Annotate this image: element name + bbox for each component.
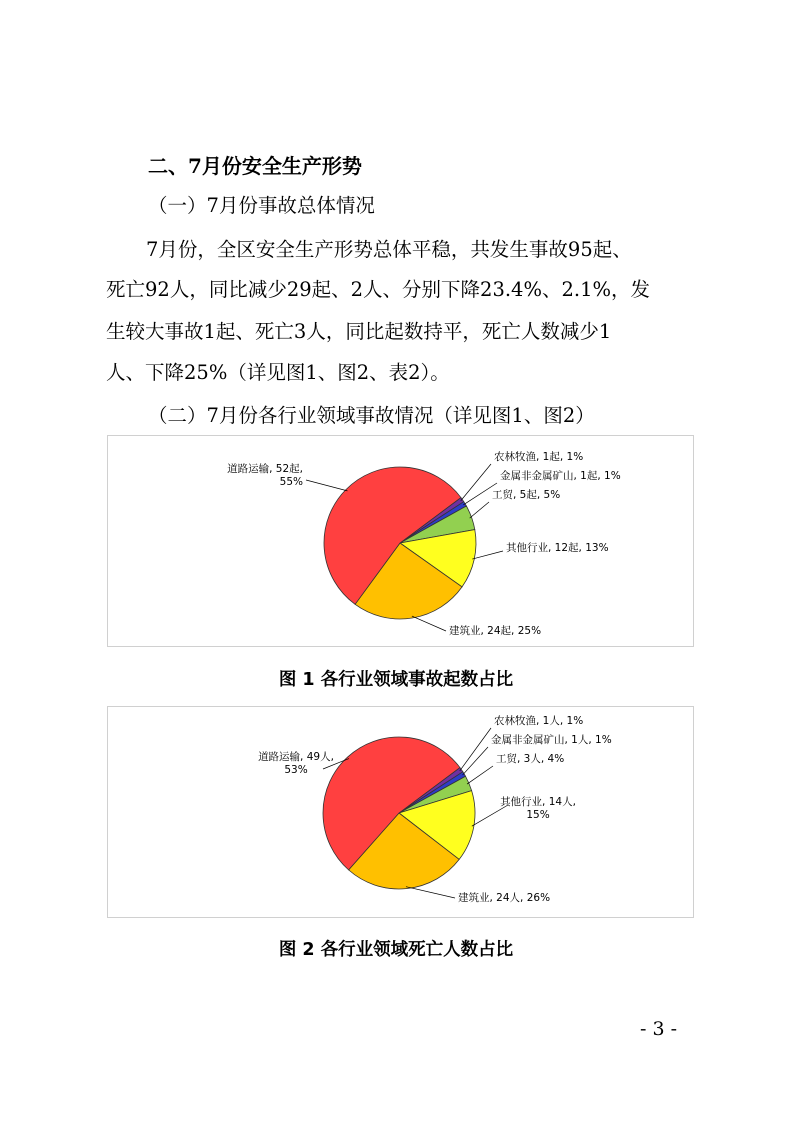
slice-label: 建筑业, 24起, 25% <box>449 625 542 637</box>
slice-label: 建筑业, 24人, 26% <box>458 892 551 904</box>
subheading-1: （一）7月份事故总体情况 <box>148 194 375 217</box>
leader-line <box>412 616 446 631</box>
chart-caption-2: 图 2 各行业领域死亡人数占比 <box>278 940 514 960</box>
leader-line <box>463 747 488 775</box>
paragraph-line-4: 人、下降25%（详见图1、图2、表2）。 <box>106 361 450 384</box>
leader-line <box>461 464 491 501</box>
heading: 二、7月份安全生产形势 <box>148 154 362 178</box>
page-number: - 3 - <box>640 1018 678 1040</box>
paragraph-line-3: 生较大事故1起、死亡3人，同比起数持平，死亡人数减少1 <box>106 320 612 343</box>
slice-label: 道路运输, 52起, <box>227 463 303 475</box>
slice-label: 其他行业, 12起, 13% <box>506 542 609 554</box>
slice-label: 农林牧渔, 1起, 1% <box>494 451 584 463</box>
leader-line <box>472 551 503 559</box>
leader-line <box>406 887 455 898</box>
slice-label: 金属非金属矿山, 1起, 1% <box>500 470 621 482</box>
slice-label: 工贸, 5起, 5% <box>492 489 561 501</box>
slice-label: 其他行业, 14人, <box>500 796 576 808</box>
leader-line <box>306 480 347 491</box>
pie-chart-2 <box>108 707 693 917</box>
slice-label: 53% <box>284 764 308 776</box>
slice-label: 工贸, 3人, 4% <box>496 753 565 765</box>
chart-box-1 <box>107 435 694 647</box>
slice-label: 15% <box>526 809 550 821</box>
leader-line <box>460 728 491 771</box>
paragraph-line-2: 死亡92人，同比减少29起、2人、分别下降23.4%、2.1%，发 <box>106 278 651 301</box>
chart-caption-1: 图 1 各行业领域事故起数占比 <box>278 670 514 690</box>
subheading-2: （二）7月份各行业领域事故情况（详见图1、图2） <box>148 404 595 427</box>
paragraph-line-1: 7月份，全区安全生产形势总体平稳，共发生事故95起、 <box>146 238 632 261</box>
chart-box-2 <box>107 706 694 918</box>
slice-label: 农林牧渔, 1人, 1% <box>494 715 584 727</box>
slice-label: 55% <box>279 476 303 488</box>
slice-label: 道路运输, 49人, <box>258 751 334 763</box>
leader-line <box>470 502 489 518</box>
pie-chart-1 <box>108 436 693 646</box>
leader-line <box>467 766 493 784</box>
leader-line <box>472 805 508 826</box>
slice-label: 金属非金属矿山, 1人, 1% <box>491 734 612 746</box>
